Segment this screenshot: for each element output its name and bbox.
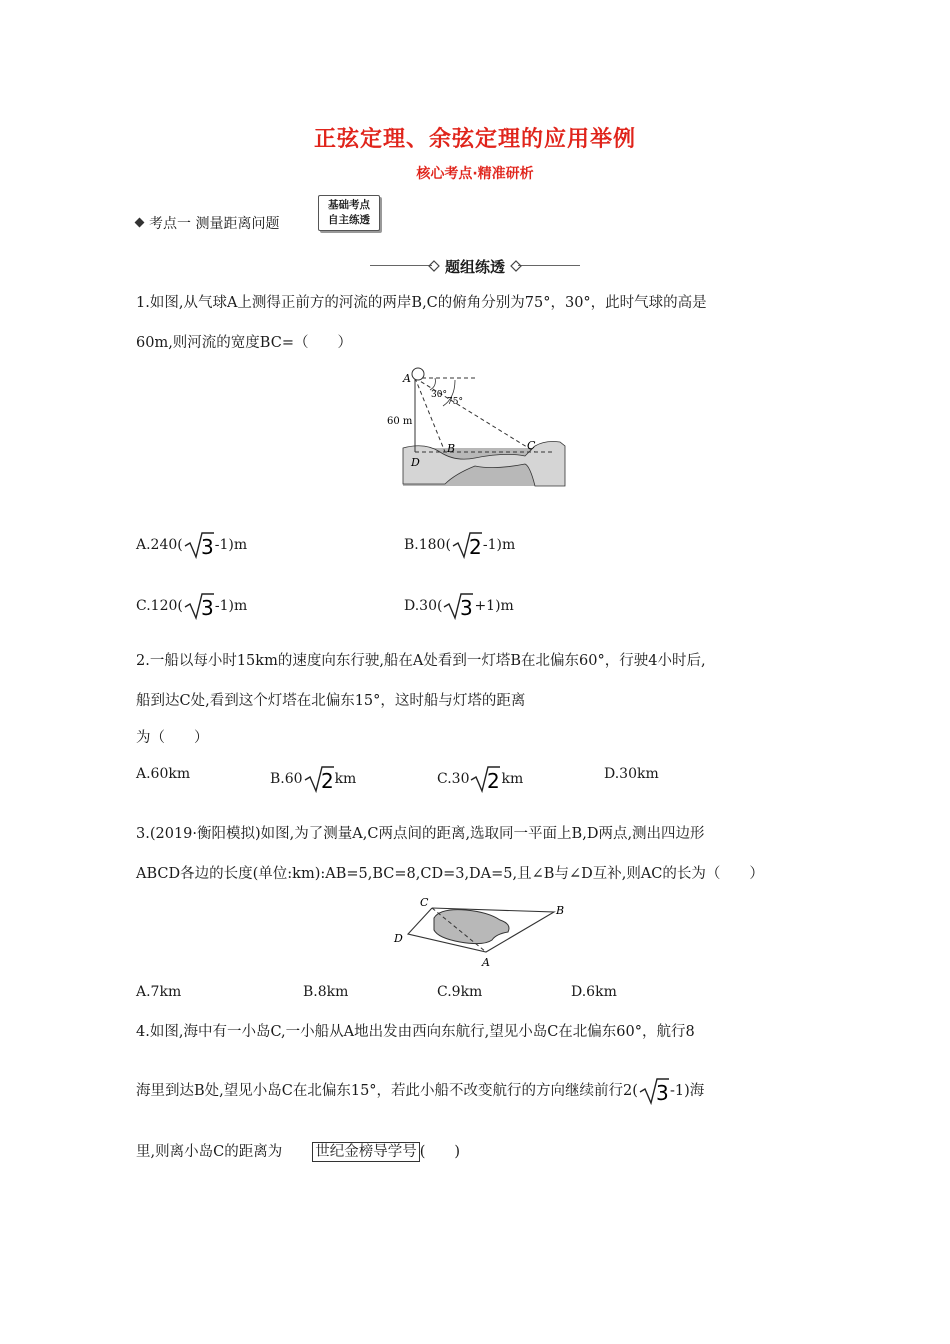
q4-line-2-suffix: -1)海 [669,1083,705,1099]
fig3-label-b: B [556,904,565,917]
sqrt-icon [469,764,501,794]
q3-figure [388,894,578,968]
q1-option-c[interactable] [136,591,247,621]
q1-option-b-radicand: 2 [468,535,482,559]
q3-option-b[interactable]: B.8km [303,984,349,1000]
q1-option-c-suffix: -1)m [214,598,248,614]
diamond-bullet-icon [135,217,145,227]
q2-option-b-prefix: B.60 [270,771,303,787]
q1-option-c-prefix: C.120( [136,598,183,614]
q4-radicand: 3 [655,1081,669,1105]
q1-option-d-radicand: 3 [460,596,474,620]
sqrt-icon [638,1076,670,1106]
q2-option-c[interactable] [437,764,523,794]
balloon-icon [412,368,424,380]
q2-option-b-suffix: km [334,771,357,787]
q2-option-c-suffix: km [501,771,524,787]
q2-line-1: 2.一船以每小时15km的速度向东行驶,船在A处看到一灯塔B在北偏东60°，行驶4小时后, [136,653,706,669]
fig3-label-a: A [482,956,490,968]
sqrt-icon [303,764,335,794]
q1-option-a-prefix: A.240( [136,537,183,553]
q1-option-a-radicand: 3 [200,535,214,559]
q4-line-2-prefix: 海里到达B处,望见小岛C在北偏东15°，若此小船不改变航行的方向继续前行2( [136,1083,638,1099]
q1-option-d-prefix: D.30( [404,598,443,614]
fig1-angle-30: 30° [431,390,447,400]
q4-id-box: 世纪金榜导学号 [312,1142,420,1162]
fig1-height-label: 60 m [387,416,413,427]
sqrt-icon [183,591,215,621]
q2-option-d[interactable]: D.30km [604,766,659,782]
q1-line-2: 60m,则河流的宽度BC=（ ） [136,335,352,351]
fig1-label-b: B [447,442,456,455]
q1-option-c-radicand: 3 [200,596,214,620]
q1-option-a-suffix: -1)m [214,537,248,553]
q4-line-3-suffix: ( ) [419,1144,461,1160]
q2-line-2: 船到达C处,看到这个灯塔在北偏东15°，这时船与灯塔的距离 [136,693,526,709]
q4-line-1: 4.如图,海中有一小岛C,一小船从A地出发由西向东航行,望见小岛C在北偏东60°，航行8 [136,1024,695,1040]
q2-option-a[interactable]: A.60km [136,766,191,782]
q3-option-d[interactable]: D.6km [571,984,617,1000]
q4-line-3-prefix: 里,则离小岛C的距离为 [136,1144,283,1160]
q1-figure [385,366,570,490]
q1-option-b[interactable] [404,530,515,560]
sqrt-icon [451,530,483,560]
sqrt-icon [442,591,474,621]
q3-line-1: 3.(2019·衡阳模拟)如图,为了测量A,C两点间的距离,选取同一平面上B,D两点,测出四边形 [136,826,705,842]
q1-option-a[interactable] [136,530,247,560]
q2-option-c-prefix: C.30 [437,771,470,787]
fig1-label-c: C [527,439,536,452]
q4-line-3 [136,1140,460,1161]
badge-line-2: 自主练透 [328,214,370,226]
group-title: 题组练透 [444,258,505,276]
q3-option-c[interactable]: C.9km [437,984,483,1000]
q1-option-d[interactable] [404,591,514,621]
q4-line-2 [136,1076,704,1106]
q1-option-b-prefix: B.180( [404,537,451,553]
section-badge [318,195,380,231]
section-heading [136,213,279,233]
q1-option-d-suffix: +1)m [474,598,514,614]
fig1-label-a: A [403,372,411,385]
q1-option-b-suffix: -1)m [482,537,516,553]
page-subtitle: 核心考点·精准研析 [416,166,534,182]
fig3-label-d: D [394,932,403,945]
fig1-label-d: D [411,456,420,469]
sqrt-icon [183,530,215,560]
q2-option-b-radicand: 2 [320,769,334,793]
q2-line-3: 为（ ） [136,730,209,746]
q3-option-a[interactable]: A.7km [136,984,182,1000]
fig3-label-c: C [420,896,429,909]
lake-area [434,910,509,944]
q3-line-2: ABCD各边的长度(单位:km):AB=5,BC=8,CD=3,DA=5,且∠B与∠D互补,则AC的长为（ ） [136,866,764,882]
section-label: 考点一 测量距离问题 [149,216,280,232]
page-title: 正弦定理、余弦定理的应用举例 [313,127,636,152]
badge-line-1: 基础考点 [328,199,370,211]
group-heading [370,254,580,276]
q1-line-1: 1.如图,从气球A上测得正前方的河流的两岸B,C的俯角分别为75°，30°，此时气球的高是 [136,295,707,311]
fig1-angle-75: 75° [447,397,463,407]
q2-option-c-radicand: 2 [487,769,501,793]
q2-option-b[interactable] [270,764,356,794]
